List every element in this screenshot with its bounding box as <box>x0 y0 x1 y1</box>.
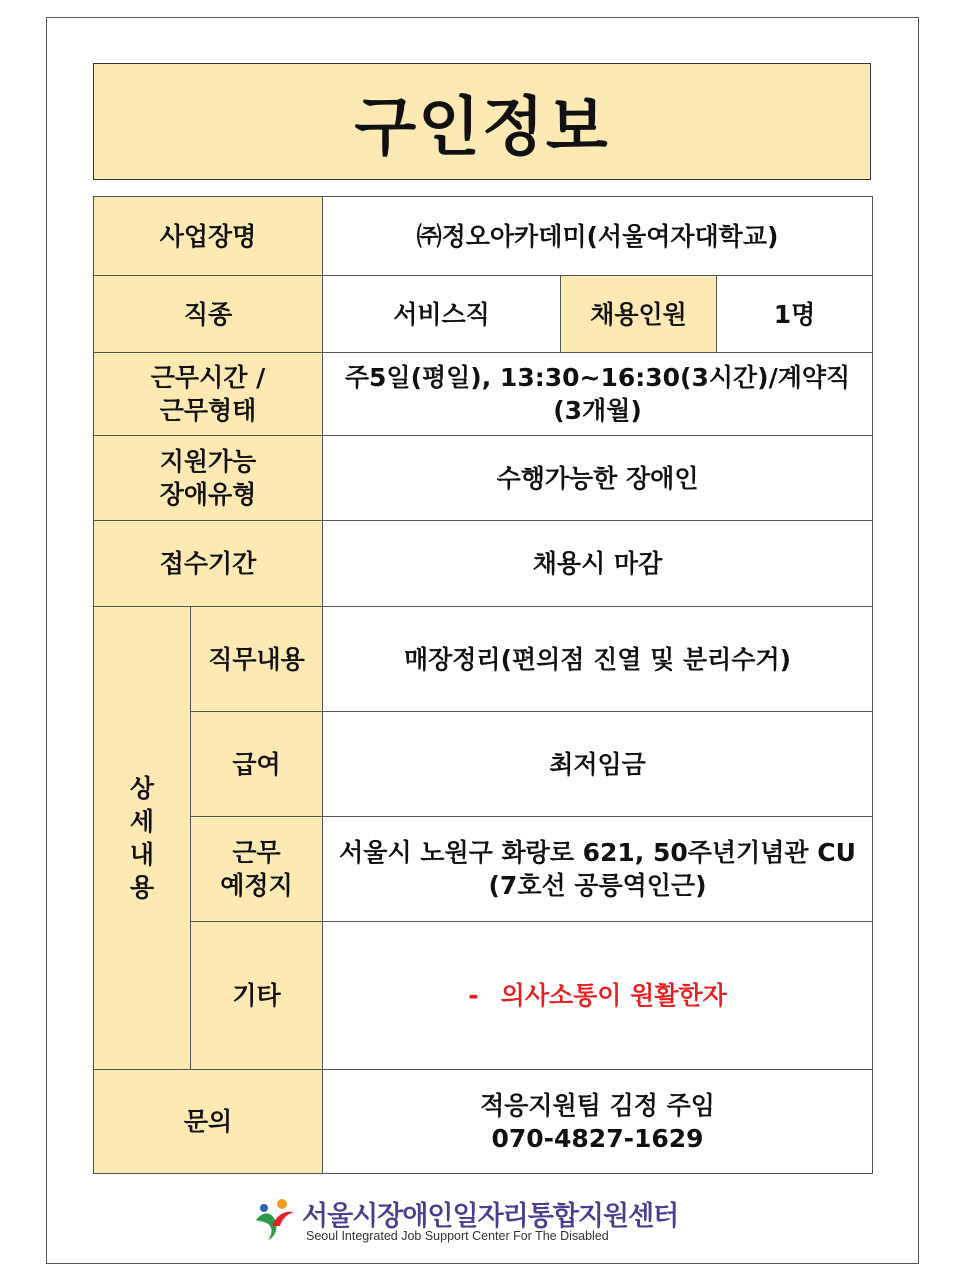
center-name-english: Seoul Integrated Job Support Center For The Disabled <box>306 1229 609 1243</box>
center-logo-icon <box>250 1196 298 1242</box>
hours-value-line-1: 주5일(평일), 13:30~16:30(3시간)/계약직 <box>344 363 851 392</box>
contact-value <box>323 1070 873 1174</box>
location-label <box>191 817 323 922</box>
disability-label-line-1: 지원가능 <box>159 447 257 476</box>
salary-value: 최저임금 <box>323 712 873 817</box>
hours-label <box>94 353 323 436</box>
row-contact <box>94 1070 873 1174</box>
row-etc <box>94 922 873 1070</box>
etc-dash: - <box>468 981 479 1010</box>
location-label-line-1: 근무 <box>232 838 281 867</box>
row-salary <box>94 712 873 817</box>
contact-phone: 070-4827-1629 <box>491 1123 704 1153</box>
job-type-label: 직종 <box>94 276 323 353</box>
row-duty <box>94 607 873 712</box>
center-name-korean: 서울시장애인일자리통합지원센터 <box>302 1201 679 1232</box>
headcount-label: 채용인원 <box>561 276 717 353</box>
period-value: 채용시 마감 <box>323 521 873 607</box>
detail-group-label <box>94 607 191 1070</box>
detail-group-char: 내 <box>129 840 155 869</box>
contact-label: 문의 <box>94 1070 323 1174</box>
hours-value-line-2: (3개월) <box>553 396 642 425</box>
row-disability <box>94 436 873 521</box>
row-location <box>94 817 873 922</box>
page-title: 구인정보 <box>354 90 610 165</box>
duty-label: 직무내용 <box>191 607 323 712</box>
location-value-line-1: 서울시 노원구 화랑로 621, 50주년기념관 CU <box>339 838 856 867</box>
job-info-table <box>93 196 873 1174</box>
company-label: 사업장명 <box>94 197 323 276</box>
location-label-line-2: 예정지 <box>220 871 293 900</box>
duty-value: 매장정리(편의점 진열 및 분리수거) <box>323 607 873 712</box>
etc-value-text: 의사소통이 원활한자 <box>500 981 727 1010</box>
row-company <box>94 197 873 276</box>
row-job-type <box>94 276 873 353</box>
disability-value: 수행가능한 장애인 <box>323 436 873 521</box>
headcount-value: 1명 <box>717 276 873 353</box>
row-period <box>94 521 873 607</box>
period-label: 접수기간 <box>94 521 323 607</box>
hours-value <box>323 353 873 436</box>
title-banner <box>93 63 871 180</box>
etc-value <box>323 922 873 1070</box>
company-value: ㈜정오아카데미(서울여자대학교) <box>323 197 873 276</box>
row-hours <box>94 353 873 436</box>
contact-person: 적응지원팀 김정 주임 <box>480 1090 715 1120</box>
etc-label: 기타 <box>191 922 323 1070</box>
disability-label-line-2: 장애유형 <box>159 480 257 509</box>
detail-group-char: 세 <box>129 807 155 836</box>
salary-label: 급여 <box>191 712 323 817</box>
disability-label <box>94 436 323 521</box>
hours-label-line-2: 근무형태 <box>159 396 257 425</box>
detail-group-char: 상 <box>129 774 155 803</box>
detail-group-char: 용 <box>129 873 155 902</box>
hours-label-line-1: 근무시간 / <box>150 363 266 392</box>
location-value <box>323 817 873 922</box>
location-value-line-2: (7호선 공릉역인근) <box>488 871 707 900</box>
footer-logo <box>250 1196 720 1248</box>
job-type-value: 서비스직 <box>323 276 561 353</box>
